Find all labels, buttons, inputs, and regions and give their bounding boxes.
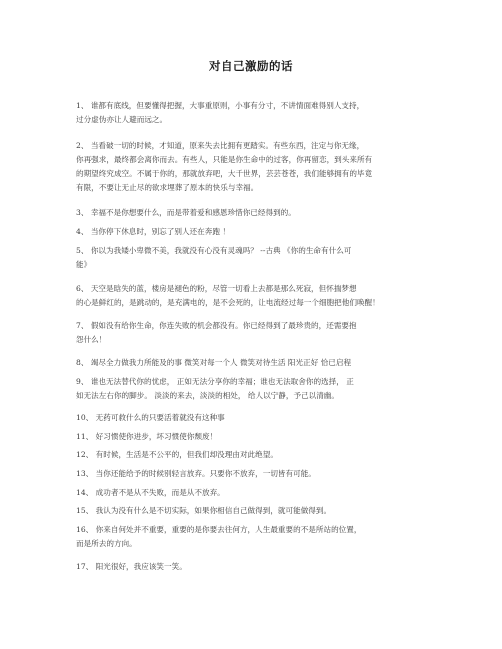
- paragraph-line: 7、 假如没有给你生命，你连失败的机会都没有。你已经得到了最珍贵的，还需要抱: [76, 321, 357, 330]
- paragraph-line: 而是所去的方向。: [76, 539, 137, 548]
- paragraph-3: [76, 206, 432, 220]
- paragraph-line: 3、 幸福不是你想要什么，而是带着爱和感恩珍惜你已经得到的。: [76, 208, 296, 217]
- paragraph-2: [76, 139, 432, 195]
- paragraph-line: 4、 当你停下休息时，别忘了别人还在奔跑 ！: [76, 227, 230, 236]
- paragraph-line: 15、 我认为没有什么是不切实际，如果你相信自己做得到，就可能做得到。: [76, 506, 332, 515]
- paragraph-line: 14、 成功者不是从不失败，而是从不放弃。: [76, 488, 225, 497]
- paragraph-line: 5、 你以为我矮小卑微不美，我就没有心没有灵魂吗？ --古典 《你的生命有什么可: [76, 246, 352, 255]
- paragraph-1: [76, 99, 432, 127]
- paragraph-6: [76, 282, 432, 310]
- paragraph-line: 过分虚伪亦让人避而远之。: [76, 115, 168, 124]
- paragraph-8: [76, 356, 432, 370]
- paragraph-line: 1、 谁都有底线，但要懂得把握，大事重原则，小事有分寸，不讲情面难得别人支持，: [76, 101, 365, 110]
- paragraph-10: [76, 411, 432, 425]
- paragraph-line: 8、 竭尽全力做我力所能及的事 微笑对每一个人 微笑对待生活 阳光正好 恰已启程: [76, 358, 352, 367]
- paragraph-line: 13、 当你还能给予的时候别轻言放弃。只要你不放弃，一切皆有可能。: [76, 469, 316, 478]
- paragraph-line: 17、 阳光很好，我应该笑一笑。: [76, 562, 187, 571]
- paragraph-13: [76, 467, 432, 481]
- document-title: 对自己激励的话: [209, 59, 293, 73]
- paragraph-line: 9、 谁也无法替代你的忧虑， 正如无法分享你的幸福；谁也无法取舍你的选择， 正: [76, 377, 354, 386]
- paragraph-line: 能》: [76, 260, 92, 269]
- paragraph-line: 有限，不要让无止尽的欲求埋葬了原本的快乐与幸福。: [76, 183, 259, 192]
- paragraph-16: [76, 523, 432, 551]
- paragraph-11: [76, 430, 432, 444]
- paragraph-5: [76, 244, 432, 272]
- paragraph-line: 的期望终究成空。不属于你的，那就放弃吧，大千世界，芸芸苍苍，我们能够拥有的毕竟: [76, 169, 373, 178]
- paragraph-7: [76, 319, 432, 347]
- paragraph-line: 6、 天空是晗失的蓝，楼房是褪色的粉，尽管一切看上去都是那么死寂，但怀揣梦想: [76, 284, 357, 293]
- paragraph-14: [76, 486, 432, 500]
- paragraph-15: [76, 504, 432, 518]
- paragraph-9: [76, 375, 432, 403]
- paragraph-line: 怨什么！: [76, 335, 107, 344]
- paragraph-17: [76, 560, 432, 574]
- paragraph-line: 如无法左右你的脚步。 淡淡的来去，淡淡的相处， 给人以宁静，予己以清幽。: [76, 391, 340, 400]
- paragraph-line: 11、 好习惯使你进步，坏习惯使你颓废！: [76, 432, 218, 441]
- paragraph-line: 2、 当看破一切的时候，才知道，原来失去比拥有更踏实。有些东西，注定与你无缘，: [76, 141, 365, 150]
- paragraph-line: 12、 有时候，生活是不公平的，但我们却没理由对此绝望。: [76, 450, 278, 459]
- paragraph-line: 16、 你来自何处并不重要，重要的是你要去往何方，人生最重要的不是所站的位置，: [76, 525, 362, 534]
- paragraph-line: 10、 无药可救什么的只要活着就没有这种事: [76, 413, 225, 422]
- paragraph-12: [76, 448, 432, 462]
- paragraph-4: [76, 225, 432, 239]
- paragraph-line: 你再强求，最终都会离你而去。有些人，只能是你生命中的过客，你再留恋，到头来所有: [76, 155, 373, 164]
- paragraph-line: 的心是鲜红的，是跳动的，是充满电的，是不会死的，让电流经过每一个细胞把他们唤醒！: [76, 298, 380, 307]
